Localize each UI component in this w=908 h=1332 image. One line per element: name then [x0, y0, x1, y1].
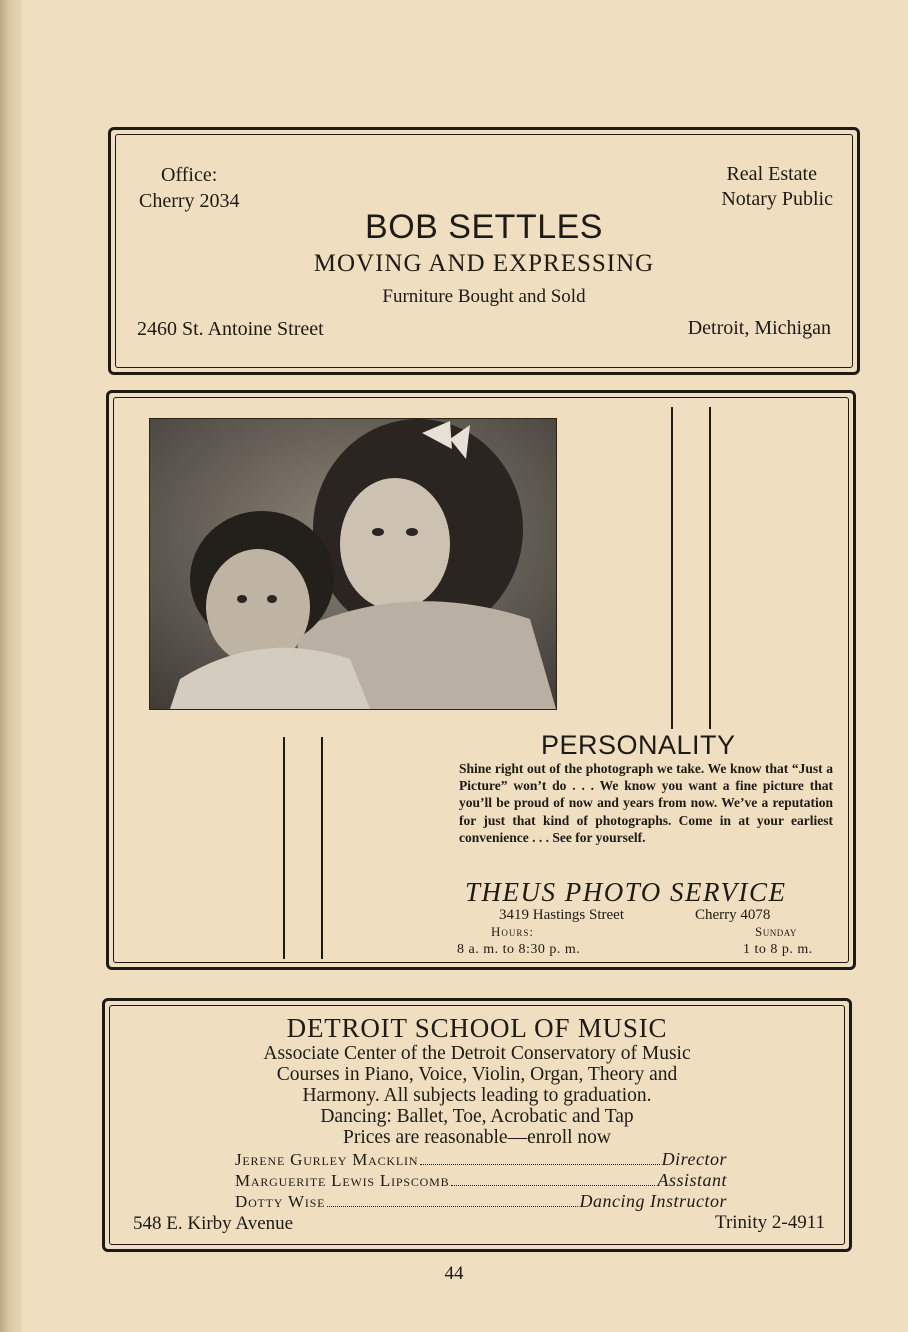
school-line-1: Associate Center of the Detroit Conservatory of Music [263, 1043, 691, 1064]
school-phone: Trinity 2-4911 [715, 1212, 825, 1233]
service-notary: Notary Public [721, 188, 833, 210]
school-line-2: Courses in Piano, Voice, Violin, Organ, Theory and [276, 1064, 678, 1085]
leader-dots [451, 1184, 655, 1186]
staff-role: Assistant [657, 1170, 727, 1190]
school-line-3: Harmony. All subjects leading to graduation. [302, 1085, 652, 1106]
staff-row-assistant [235, 1170, 727, 1191]
business-name: BOB SETTLES [365, 208, 603, 246]
rule-bottom-left-2 [321, 737, 323, 959]
office-label: Office: [161, 164, 218, 186]
staff-role: Dancing Instructor [579, 1191, 727, 1211]
business-subline: Furniture Bought and Sold [382, 286, 586, 307]
business-name: THEUS PHOTO SERVICE [465, 877, 787, 907]
ad-detroit-school-of-music [102, 998, 852, 1252]
service-real-estate: Real Estate [726, 163, 817, 185]
staff-name: Dotty Wise [235, 1192, 326, 1211]
staff-role: Director [661, 1149, 727, 1169]
ad-headline: PERSONALITY [541, 730, 736, 760]
business-address: 2460 St. Antoine Street [137, 318, 324, 340]
school-title: DETROIT SCHOOL OF MUSIC [286, 1013, 668, 1043]
leader-dots [327, 1205, 577, 1207]
hours-value: 8 a. m. to 8:30 p. m. [457, 942, 581, 957]
ad-body: Shine right out of the photograph we take. We know that “Just a Picture” won’t do . . . We know you want a fine picture that you’ll be proud of now and years from now. We’ve a reputation for just that kind of photographs. Come in at your earliest convenience . . . See for yourself. [459, 761, 833, 845]
office-phone: Cherry 2034 [139, 190, 240, 212]
sunday-label: Sunday [755, 924, 797, 939]
page-number: 44 [444, 1263, 464, 1284]
staff-name: Jerene Gurley Macklin [235, 1150, 419, 1169]
business-tagline: MOVING AND EXPRESSING [313, 250, 655, 277]
ad-bob-settles [108, 127, 860, 375]
rule-top-right-2 [709, 407, 711, 729]
page-edge [0, 0, 22, 1332]
business-city: Detroit, Michigan [687, 317, 831, 339]
staff-row-director [235, 1149, 727, 1170]
ad-theus-photo [106, 390, 856, 970]
staff-name: Marguerite Lewis Lipscomb [235, 1171, 450, 1190]
school-line-4: Dancing: Ballet, Toe, Acrobatic and Tap [320, 1106, 634, 1127]
rule-bottom-left-1 [283, 737, 285, 959]
portrait-photo [149, 418, 557, 710]
staff-row-dancing-instructor [235, 1191, 727, 1212]
business-phone: Cherry 4078 [695, 907, 771, 923]
school-address: 548 E. Kirby Avenue [133, 1213, 294, 1234]
rule-top-right-1 [671, 407, 673, 729]
school-line-5: Prices are reasonable—enroll now [342, 1127, 612, 1148]
business-address: 3419 Hastings Street [499, 907, 624, 923]
sunday-hours-value: 1 to 8 p. m. [743, 942, 813, 957]
leader-dots [420, 1163, 659, 1165]
hours-label: Hours: [491, 924, 535, 939]
